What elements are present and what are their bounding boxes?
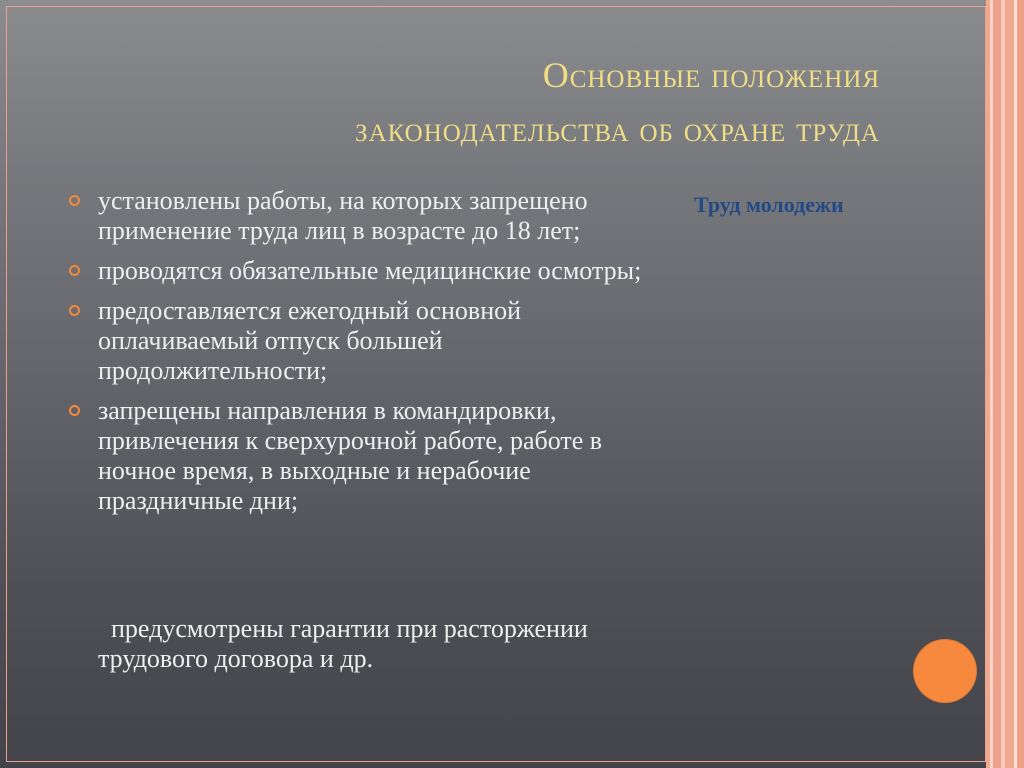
hollow-circle-bullet-icon	[69, 195, 80, 206]
hollow-circle-bullet-icon	[69, 265, 80, 276]
list-item	[66, 186, 676, 246]
list-item	[66, 396, 676, 516]
side-label: Труд молодежи	[694, 192, 844, 217]
orange-circle-icon	[914, 640, 976, 702]
bullet-list	[66, 186, 676, 526]
list-item	[66, 296, 676, 386]
list-item-text: проводятся обязательные медицинские осмотры;	[98, 256, 642, 285]
list-item	[66, 256, 676, 286]
stripe	[1005, 0, 1014, 768]
continuation-text	[98, 614, 678, 674]
hollow-circle-bullet-icon	[69, 405, 80, 416]
title-line-1: Основные положения	[542, 55, 880, 95]
list-item-text: установлены работы, на которых запрещено применение труда лиц в возрасте до 18 лет;	[98, 186, 588, 245]
decorative-stripes	[986, 0, 1024, 768]
stripe	[1017, 0, 1024, 768]
continuation-text-content: предусмотрены гарантии при расторжении трудового договора и др.	[98, 614, 588, 673]
stripe	[993, 0, 1001, 768]
slide-title	[100, 48, 880, 156]
hollow-circle-bullet-icon	[69, 305, 80, 316]
title-line-2: законодательства об охране труда	[355, 109, 880, 149]
list-item-text: запрещены направления в командировки, привлечения к сверхурочной работе, работе в ночное время, в выходные и нерабочие праздничные дни;	[98, 396, 603, 515]
list-item-text: предоставляется ежегодный основной оплачиваемый отпуск большей продолжительности;	[98, 296, 522, 385]
